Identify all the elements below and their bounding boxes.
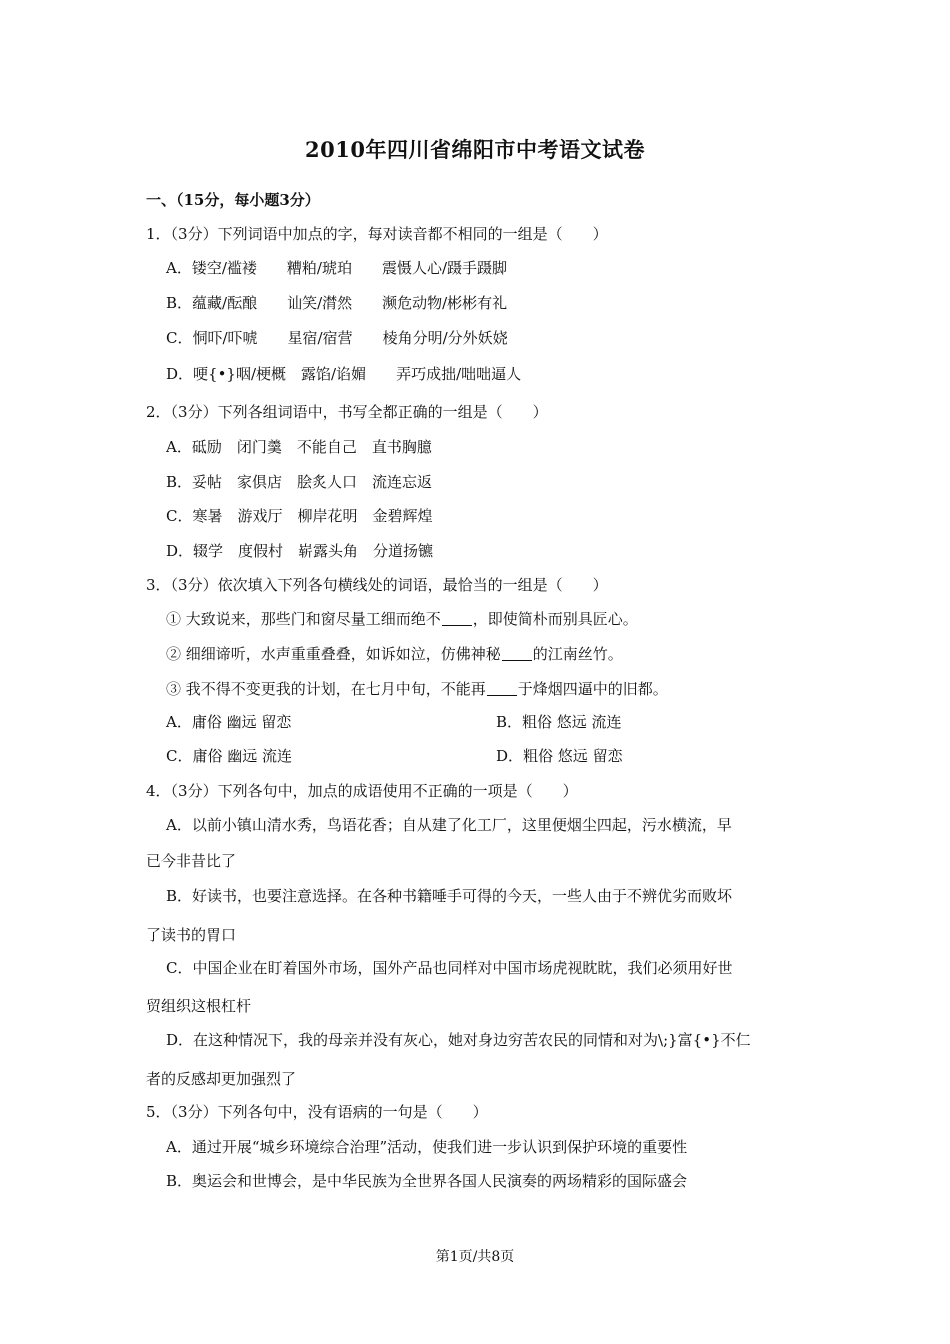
section-heading: 一、（15分，每小题3分） bbox=[146, 191, 320, 209]
q3-option-b: B．粗俗 悠远 流连 bbox=[496, 713, 622, 731]
q3-sentence-1 bbox=[166, 609, 638, 629]
q1-option-a: A．镂空/褴褛 糟粕/琥珀 震慑人心/蹑手蹑脚 bbox=[166, 259, 507, 277]
q1-option-d: D．哽{•}咽/梗概 露馅/谄媚 弄巧成拙/咄咄逼人 bbox=[166, 365, 522, 383]
q3-sentence-3-start: ③ 我不得不变更我的计划，在七月中旬，不能再 bbox=[166, 680, 486, 698]
q3-sentence-2 bbox=[166, 644, 623, 664]
q4-option-d-line2: 者的反感却更加强烈了 bbox=[146, 1070, 297, 1088]
q3-stem: 3．（3分）依次填入下列各句横线处的词语，最恰当的一组是（ ） bbox=[146, 576, 608, 594]
q3-sentence-1-start: ① 大致说来，那些门和窗尽量工细而绝不 bbox=[166, 610, 441, 628]
q3-sentence-3 bbox=[166, 679, 668, 699]
fill-blank bbox=[442, 611, 472, 626]
q3-sentence-3-end: 于烽烟四逼中的旧都。 bbox=[517, 680, 668, 698]
q3-sentence-1-end: ，即使简朴而别具匠心。 bbox=[472, 610, 638, 628]
q5-stem: 5．（3分）下列各句中，没有语病的一句是（ ） bbox=[146, 1103, 488, 1121]
q4-stem: 4．（3分）下列各句中，加点的成语使用不正确的一项是（ ） bbox=[146, 782, 578, 800]
fill-blank bbox=[487, 681, 517, 696]
q5-option-a: A．通过开展“城乡环境综合治理”活动，使我们进一步认识到保护环境的重要性 bbox=[166, 1138, 688, 1156]
q4-option-d-line1: D．在这种情况下，我的母亲并没有灰心，她对身边穷苦农民的同情和对为\;}富{•}不仁 bbox=[166, 1031, 751, 1049]
q3-option-d: D．粗俗 悠远 留恋 bbox=[496, 747, 623, 765]
q2-option-a: A．砥励 闭门羹 不能自己 直书胸臆 bbox=[166, 438, 432, 456]
q4-option-c-line2: 贸组织这根杠杆 bbox=[146, 997, 252, 1015]
q1-option-b: B．蕴藏/酝酿 讪笑/潸然 濒危动物/彬彬有礼 bbox=[166, 294, 508, 312]
q1-option-c: C．恫吓/吓唬 星宿/宿营 棱角分明/分外妖娆 bbox=[166, 329, 508, 347]
fill-blank bbox=[502, 646, 532, 661]
q2-option-d: D．辍学 度假村 崭露头角 分道扬镳 bbox=[166, 542, 434, 560]
q1-stem: 1．（3分）下列词语中加点的字，每对读音都不相同的一组是（ ） bbox=[146, 225, 608, 243]
q4-option-a-line1: A．以前小镇山清水秀，鸟语花香；自从建了化工厂，这里便烟尘四起，污水横流，早 bbox=[166, 816, 732, 834]
q3-option-a: A．庸俗 幽远 留恋 bbox=[166, 713, 292, 731]
q3-option-c: C．庸俗 幽远 流连 bbox=[166, 747, 293, 765]
q5-option-b: B．奥运会和世博会，是中华民族为全世界各国人民演奏的两场精彩的国际盛会 bbox=[166, 1172, 688, 1190]
q4-option-c-line1: C．中国企业在盯着国外市场，国外产品也同样对中国市场虎视眈眈，我们必须用好世 bbox=[166, 959, 733, 977]
q2-option-b: B．妥帖 家俱店 脍炙人口 流连忘返 bbox=[166, 473, 433, 491]
page-footer: 第1页/共8页 bbox=[435, 1249, 515, 1265]
page-title: 2010年四川省绵阳市中考语文试卷 bbox=[305, 137, 645, 162]
q4-option-b-line1: B．好读书，也要注意选择。在各种书籍唾手可得的今天，一些人由于不辨优劣而败坏 bbox=[166, 887, 733, 905]
q4-option-a-line2: 已今非昔比了 bbox=[146, 852, 237, 870]
q2-option-c: C．寒暑 游戏厅 柳岸花明 金碧辉煌 bbox=[166, 507, 433, 525]
q3-sentence-2-start: ② 细细谛听，水声重重叠叠，如诉如泣，仿佛神秘 bbox=[166, 645, 501, 663]
q2-stem: 2．（3分）下列各组词语中，书写全都正确的一组是（ ） bbox=[146, 403, 548, 421]
q3-sentence-2-end: 的江南丝竹。 bbox=[532, 645, 623, 663]
q4-option-b-line2: 了读书的胃口 bbox=[146, 926, 237, 944]
